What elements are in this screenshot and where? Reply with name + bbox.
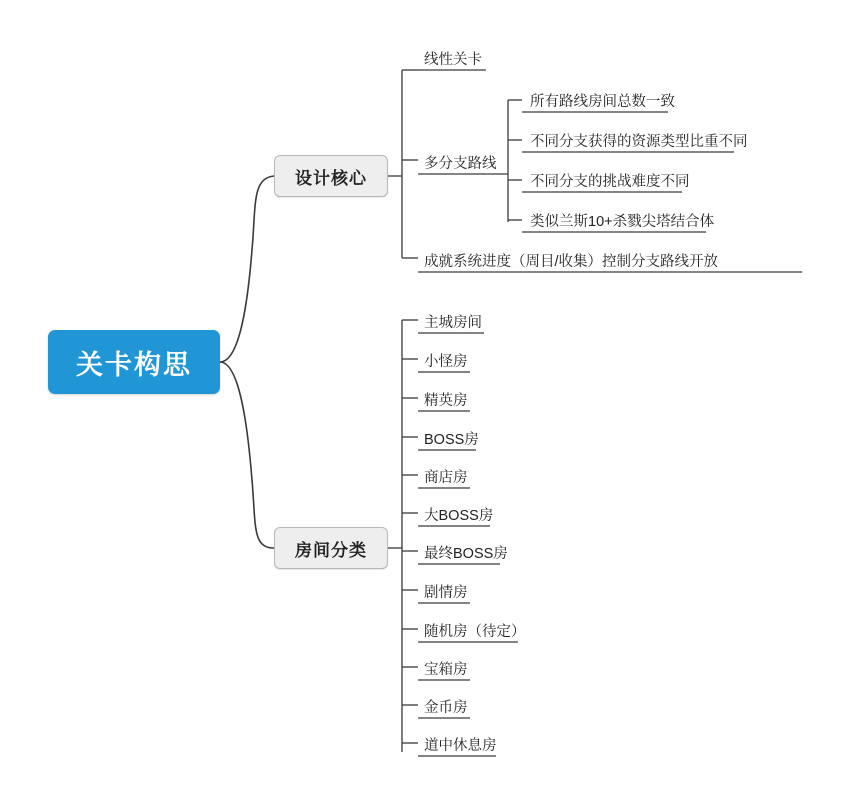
leaf-room-boss[interactable]: BOSS房	[424, 432, 479, 448]
root-node-label: 关卡构思	[76, 349, 192, 380]
leaf-room-treasure[interactable]: 宝箱房	[424, 662, 468, 678]
leaf-room-minion[interactable]: 小怪房	[424, 354, 468, 370]
branch-node-design-core[interactable]	[274, 155, 388, 197]
root-node[interactable]	[48, 330, 220, 394]
leaf-rance10-slaythespire[interactable]: 类似兰斯10+杀戮尖塔结合体	[530, 214, 715, 230]
branch-node-room-types[interactable]	[274, 527, 388, 569]
leaf-multi-branch-route[interactable]: 多分支路线	[424, 156, 497, 172]
leaf-branch-resource-ratio[interactable]: 不同分支获得的资源类型比重不同	[530, 134, 748, 150]
leaf-route-room-count-equal[interactable]: 所有路线房间总数一致	[530, 94, 675, 110]
leaf-branch-difficulty[interactable]: 不同分支的挑战难度不同	[530, 174, 690, 190]
branch-node-room-types-label: 房间分类	[295, 540, 367, 560]
leaf-room-final-boss[interactable]: 最终BOSS房	[424, 546, 508, 562]
leaf-achievement-unlock[interactable]: 成就系统进度（周目/收集）控制分支路线开放	[424, 254, 719, 270]
leaf-room-story[interactable]: 剧情房	[424, 585, 468, 601]
branch-node-design-core-label: 设计核心	[295, 168, 367, 188]
leaf-room-random[interactable]: 随机房（待定）	[424, 624, 526, 640]
leaf-linear-level[interactable]: 线性关卡	[424, 52, 482, 68]
leaf-room-big-boss[interactable]: 大BOSS房	[424, 508, 494, 524]
leaf-room-shop[interactable]: 商店房	[424, 470, 468, 486]
leaf-room-gold[interactable]: 金币房	[424, 700, 468, 716]
leaf-room-rest[interactable]: 道中休息房	[424, 738, 497, 754]
leaf-room-main-city[interactable]: 主城房间	[424, 315, 482, 331]
leaf-room-elite[interactable]: 精英房	[424, 393, 468, 409]
